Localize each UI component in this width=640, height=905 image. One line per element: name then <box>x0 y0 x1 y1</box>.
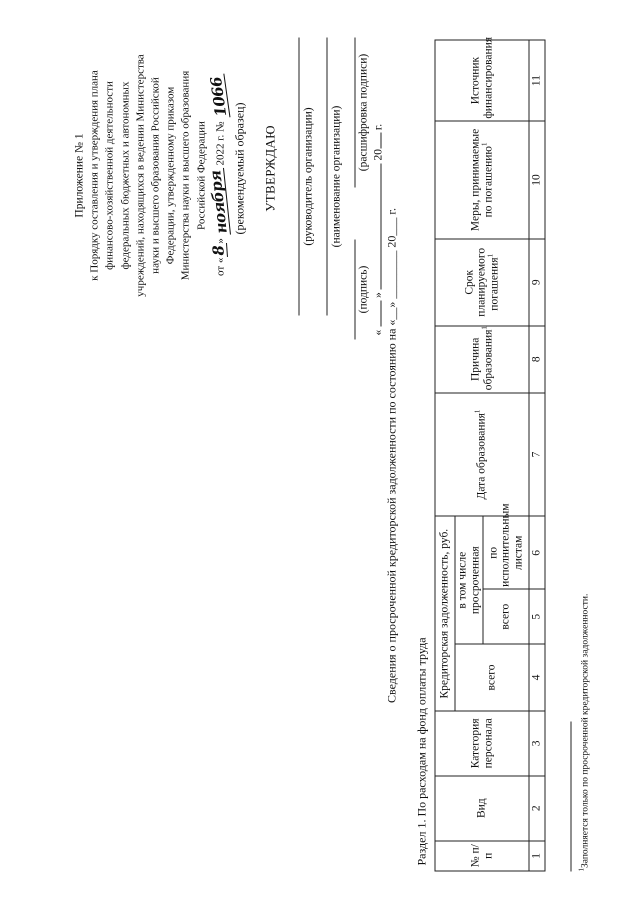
section-title: Раздел 1. По расходам на фонд оплаты труда <box>414 636 428 865</box>
approve-year-prefix: 20 <box>372 148 384 160</box>
footnote <box>576 271 590 871</box>
column-number: 4 <box>529 644 545 711</box>
decode-line <box>354 37 355 187</box>
approve-date-close: » <box>372 291 384 298</box>
decode-caption: (расшифровка подписи) <box>357 53 369 171</box>
approve-date-open: « <box>372 329 384 335</box>
appendix-line: учреждений, находящихся в ведении Министерства <box>133 53 146 297</box>
column-number: 5 <box>529 589 545 644</box>
header-num: № п/п <box>435 840 529 870</box>
column-number-row <box>529 40 545 871</box>
appendix-title: Приложение № 1 <box>73 132 85 218</box>
appendix-line: Федерации, утвержденному приказом <box>164 86 177 264</box>
header-debt: Кредиторская задолженность, руб. <box>435 516 455 711</box>
appendix-line: к Порядку составления и утверждения плана <box>88 69 101 281</box>
header-total: всего <box>455 644 529 711</box>
appendix-date-line <box>205 5 231 345</box>
handwritten-day: 8 <box>208 244 228 256</box>
sign-line <box>354 239 355 339</box>
appendix-line: Министерства науки и высшего образования <box>179 70 192 280</box>
header-date: Дата образования$^1$ <box>435 392 529 516</box>
appendix-line: Российской Федерации <box>194 120 207 230</box>
appendix-header <box>72 5 231 345</box>
header-reason: Причина образования$^1$ <box>435 325 529 392</box>
approve-year-suffix: г. <box>372 123 384 130</box>
org-line <box>326 37 327 315</box>
date-prefix: от « <box>213 257 226 276</box>
date-quote-close: » <box>213 237 226 244</box>
head-caption: (руководитель организации) <box>302 106 314 246</box>
report-title: Сведения о просроченной кредиторской задолженности по состоянию на «__» ________ 20___ г. <box>384 207 398 703</box>
column-number: 3 <box>529 710 545 775</box>
header-kind: Вид <box>435 775 529 840</box>
column-number: 10 <box>529 121 545 239</box>
approve-date-row <box>370 35 384 335</box>
column-number: 2 <box>529 775 545 840</box>
overdue-debt-table <box>434 36 545 871</box>
column-number: 8 <box>529 325 545 392</box>
footnote-separator <box>570 721 571 871</box>
header-overdue-total: всего <box>483 589 529 644</box>
header-term: Срок планируемого погашения$^1$ <box>435 238 529 325</box>
header-category: Категория персонала <box>435 710 529 775</box>
recommended-sample-label: (рекомендуемый образец) <box>232 102 246 234</box>
appendix-line: науки и высшего образования Российской <box>149 76 162 274</box>
column-number: 7 <box>529 392 545 516</box>
handwritten-month: ноября <box>205 169 231 234</box>
approve-title: УТВЕРЖДАЮ <box>262 124 277 212</box>
column-number: 1 <box>529 840 545 870</box>
footnote-text: Заполняется только по просроченной кредиторской задолженности. <box>580 593 590 868</box>
head-line <box>298 37 299 315</box>
handwritten-order-number: 1066 <box>206 75 230 118</box>
header-source: Источник финансирования <box>435 40 529 121</box>
appendix-line: федеральных бюджетных и автономных <box>118 81 131 269</box>
approve-year-blank <box>370 133 381 149</box>
date-year: 2022 г. № <box>213 120 226 166</box>
org-caption: (наименование организации) <box>330 105 342 247</box>
column-number: 11 <box>529 40 545 121</box>
footnote-mark: 1 <box>576 867 585 871</box>
column-number: 9 <box>529 238 545 325</box>
sign-caption: (подпись) <box>357 265 369 313</box>
header-row-1 <box>435 40 455 871</box>
header-overdue: в том числе просроченная <box>455 516 483 644</box>
approve-day-blank <box>370 300 381 326</box>
column-number: 6 <box>529 516 545 589</box>
approve-month-blank <box>370 163 381 289</box>
header-measures: Меры, принимаемые по погашению$^1$ <box>435 121 529 239</box>
appendix-line: финансово-хозяйственной деятельности <box>103 80 116 270</box>
header-overdue-writs: по исполнительным листам <box>483 516 529 589</box>
